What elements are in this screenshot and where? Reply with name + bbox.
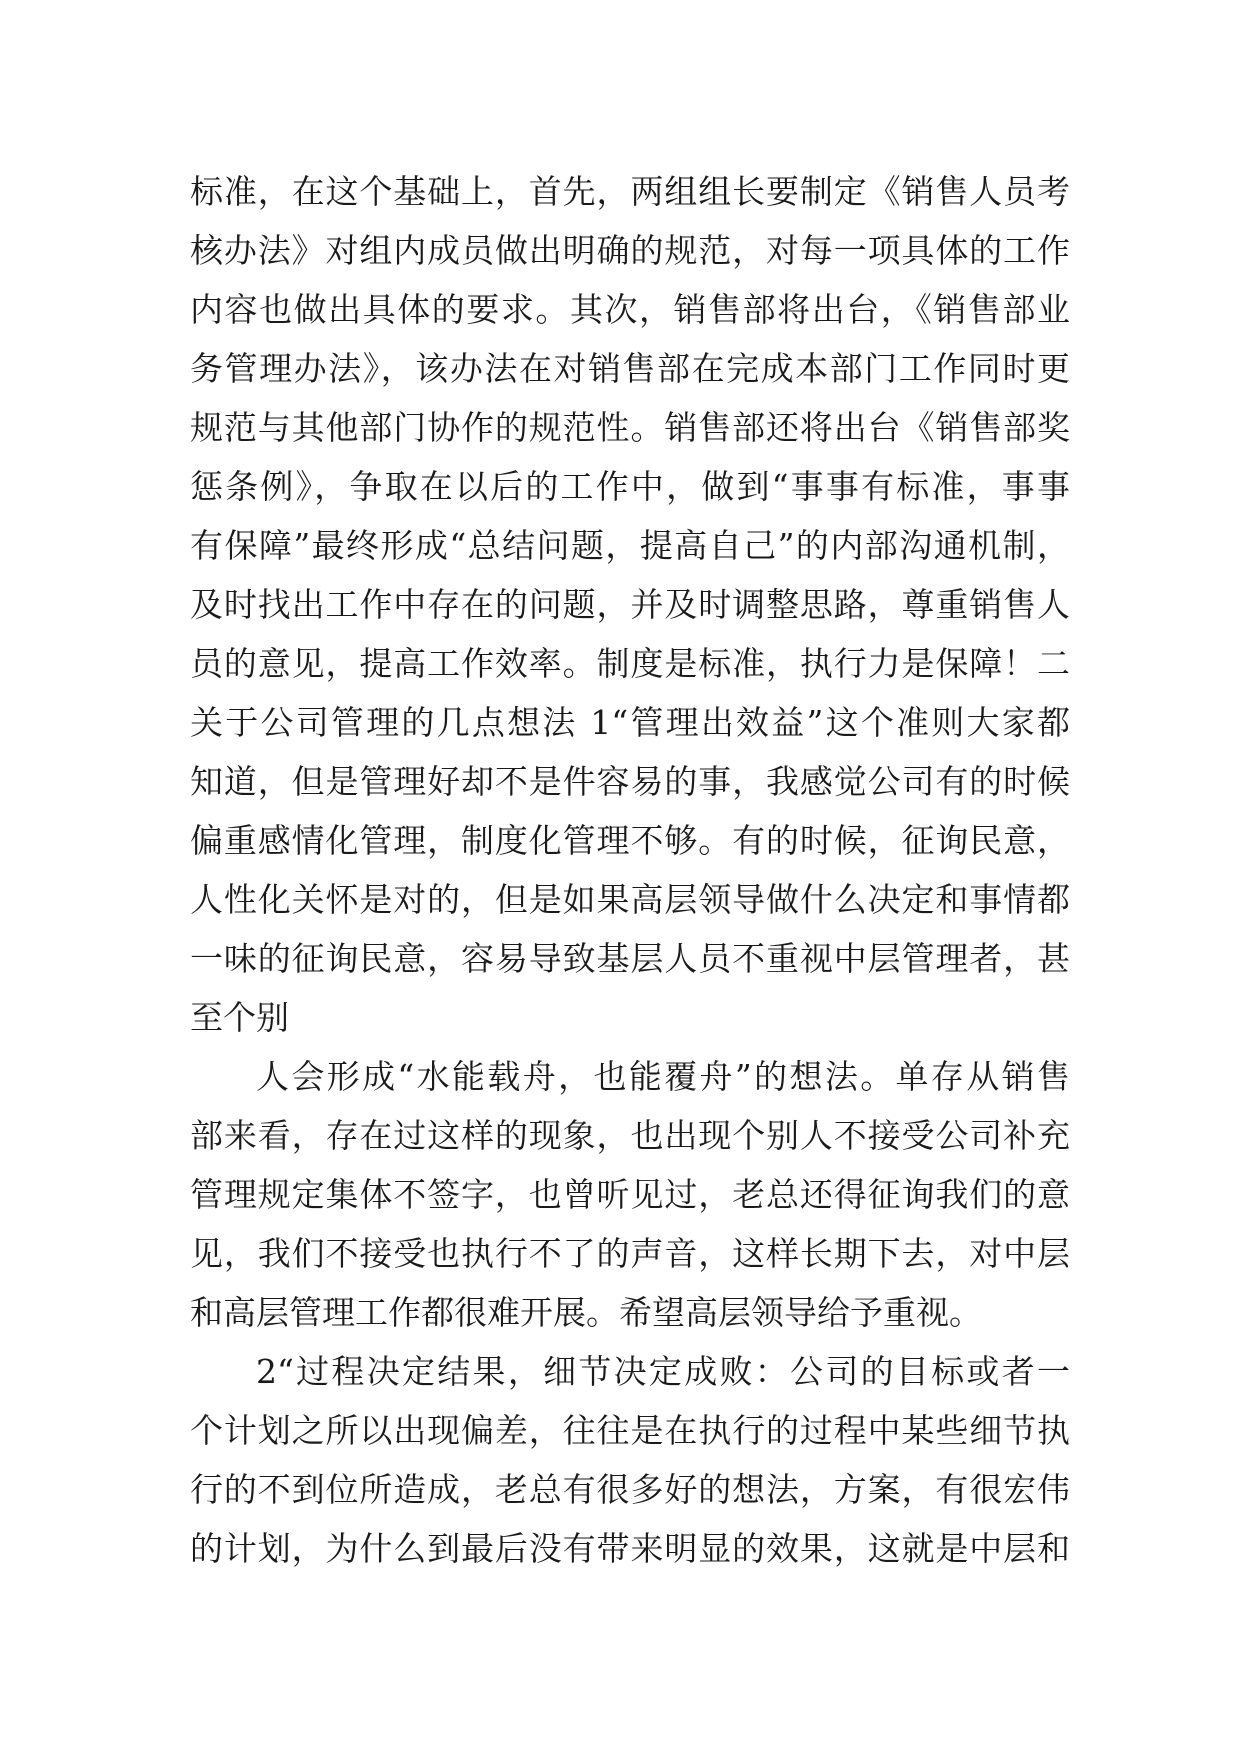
paragraph-first-line: 人会形成“水能载舟，也能覆舟”的想法。单存从销售 [256,1057,1070,1096]
text-line: 一味的征询民意，容易导致基层人员不重视中层管理者，甚 [190,939,1070,978]
text-line: 和高层管理工作都很难开展。希望高层领导给予重视。 [190,1293,982,1332]
text-line: 人性化关怀是对的，但是如果高层领导做什么决定和事情都 [190,880,1070,919]
text-line: 及时找出工作中存在的问题，并及时调整思路，尊重销售人 [190,585,1070,624]
text-line: 惩条例》，争取在以后的工作中，做到“事事有标准，事事 [190,467,1070,506]
text-line: 有保障”最终形成“总结问题，提高自己”的内部沟通机制， [190,526,1070,565]
text-line: 至个别 [190,998,289,1037]
text-line: 员的意见，提高工作效率。制度是标准，执行力是保障！二 [190,644,1070,683]
text-line: 偏重感情化管理，制度化管理不够。有的时候，征询民意， [190,821,1070,860]
text-line: 内容也做出具体的要求。其次，销售部将出台，《销售部业 [190,290,1070,329]
text-line: 管理规定集体不签字，也曾听见过，老总还得征询我们的意 [190,1175,1070,1214]
text-line: 见，我们不接受也执行不了的声音，这样长期下去，对中层 [190,1234,1070,1273]
text-line: 规范与其他部门协作的规范性。销售部还将出台《销售部奖 [190,408,1070,447]
text-line: 知道，但是管理好却不是件容易的事，我感觉公司有的时候 [190,762,1070,801]
text-line: 标准，在这个基础上，首先，两组组长要制定《销售人员考 [190,172,1070,211]
document-body [190,162,1070,1578]
text-line: 的计划，为什么到最后没有带来明显的效果，这就是中层和 [190,1529,1070,1568]
text-line: 核办法》对组内成员做出明确的规范，对每一项具体的工作 [190,231,1070,270]
text-line: 个计划之所以出现偏差，往往是在执行的过程中某些细节执 [190,1411,1070,1450]
text-line: 行的不到位所造成，老总有很多好的想法，方案，有很宏伟 [190,1470,1070,1509]
text-line: 部来看，存在过这样的现象，也出现个别人不接受公司补充 [190,1116,1070,1155]
text-line: 关于公司管理的几点想法 1“管理出效益”这个准则大家都 [190,703,1070,742]
paragraph-first-line: 2“过程决定结果，细节决定成败：公司的目标或者一 [256,1352,1070,1391]
text-line: 务管理办法》，该办法在对销售部在完成本部门工作同时更 [190,349,1070,388]
